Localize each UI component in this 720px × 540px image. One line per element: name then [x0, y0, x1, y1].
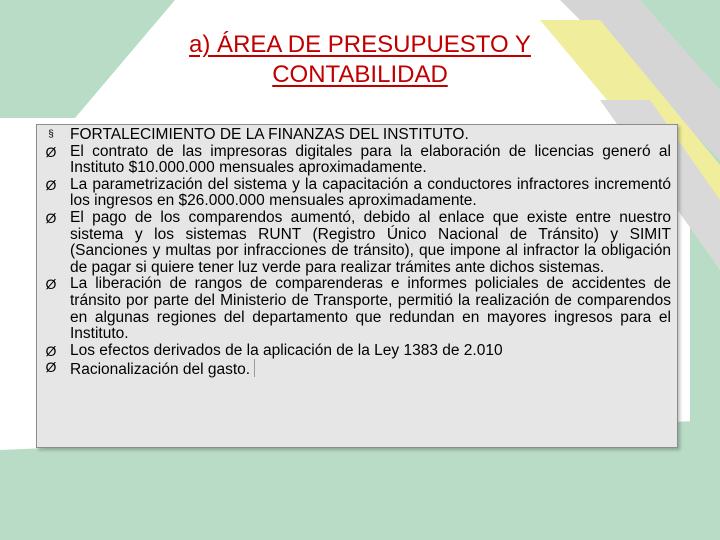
list-item-text: Racionalización del gasto.	[70, 361, 251, 379]
list-item-text: FORTALECIMIENTO DE LA FINANZAS DEL INSTITUTO.	[70, 126, 469, 143]
arrowhead-bullet-icon: Ø	[45, 176, 57, 193]
list-item	[43, 144, 671, 177]
list-item-text: La parametrización del sistema y la capacitación a conductores infractores incrementó los ingresos en $26.000.000 mensuales aproximadamente.	[70, 175, 671, 210]
list-item	[43, 276, 671, 342]
list-item	[43, 127, 671, 144]
list-item	[43, 359, 671, 379]
arrowhead-bullet-icon: Ø	[45, 359, 57, 376]
list-item	[43, 177, 671, 210]
list-item-text: Los efectos derivados de la aplicación de la Ley 1383 de 2.010	[70, 341, 503, 359]
list-item	[43, 210, 671, 276]
bullet-list	[43, 127, 671, 379]
arrowhead-bullet-icon: Ø	[45, 342, 57, 359]
page-title	[100, 30, 620, 90]
list-item-text: El pago de los comparendos aumentó, debido al enlace que existe entre nuestro sistema y los sistemas RUNT (Registro Único Nacional de Tránsito) y SIMIT (Sanciones y multas por infracciones de tránsito), que impone al infractor la obligación de pagar si quiere tener luz verde para realizar trámites ante dichos sistemas.	[70, 208, 671, 276]
list-item-text: El contrato de las impresoras digitales para la elaboración de licencias generó al Instituto $10.000.000 mensuales aproximadamente.	[70, 142, 671, 177]
list-item-text: La liberación de rangos de comparenderas e informes policiales de accidentes de tránsito por parte del Ministerio de Transporte, permitió la realización de comparendos en algunas regiones del departamento que redundan en mayores ingresos para el Instituto.	[70, 275, 671, 343]
list-item	[43, 343, 671, 360]
arrowhead-bullet-icon: Ø	[45, 276, 57, 293]
text-cursor	[254, 359, 255, 377]
content-box	[36, 124, 678, 448]
title-line-1: a) ÁREA DE PRESUPUESTO Y	[189, 31, 531, 58]
arrowhead-bullet-icon: Ø	[45, 209, 57, 226]
square-bullet-icon: §	[48, 129, 54, 140]
title-line-2: CONTABILIDAD	[272, 61, 448, 88]
arrowhead-bullet-icon: Ø	[45, 143, 57, 160]
